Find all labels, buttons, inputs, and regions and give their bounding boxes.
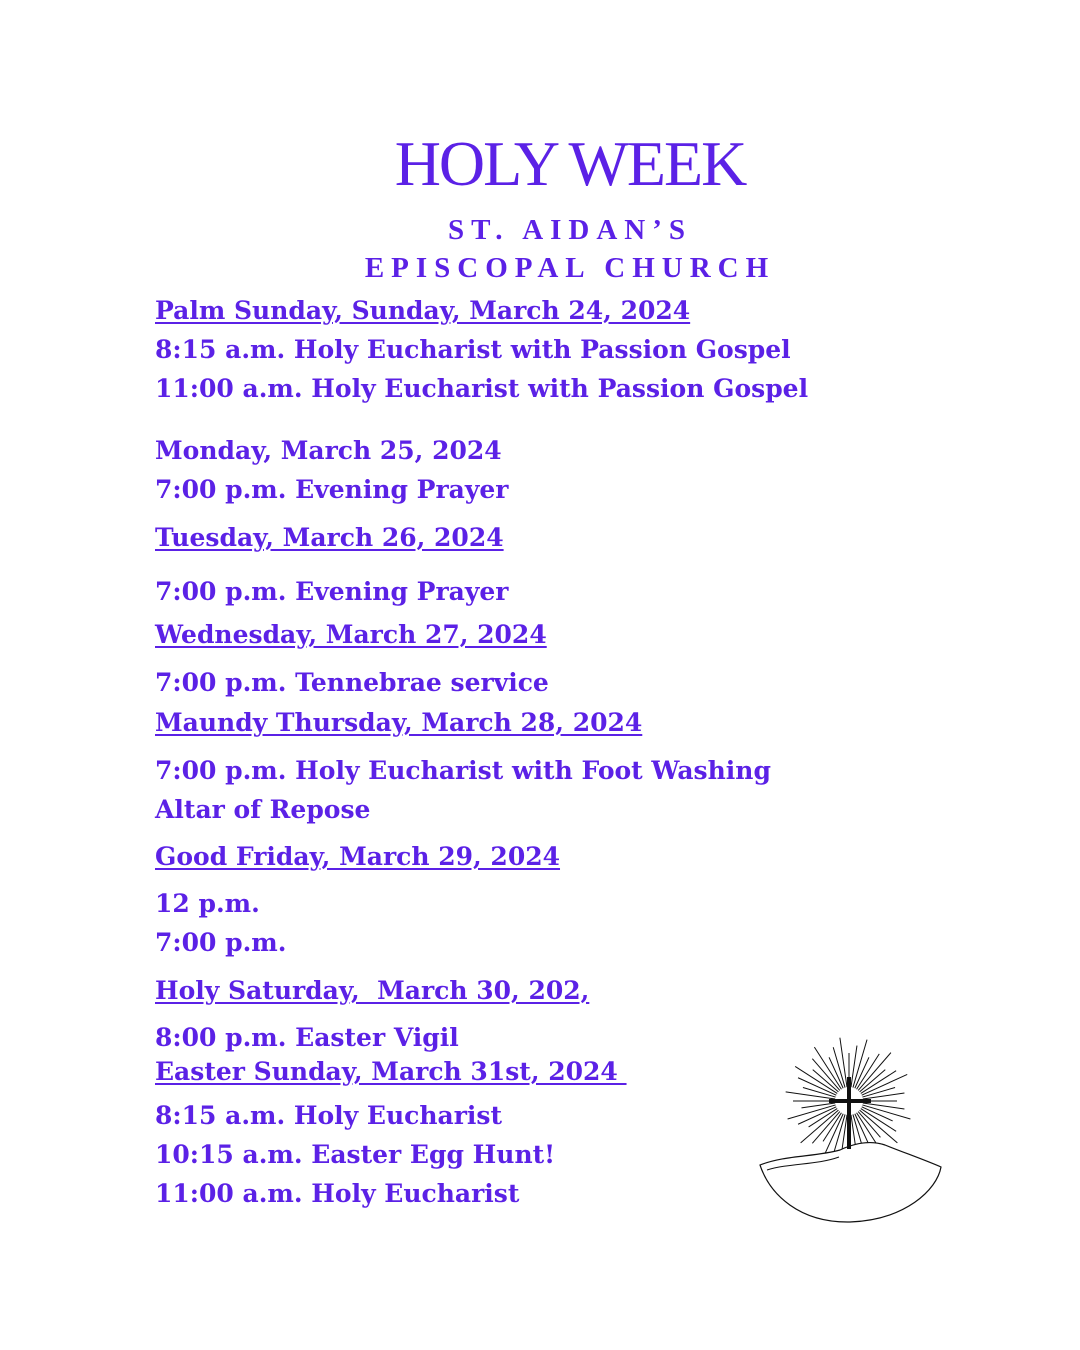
radiance-ray [786, 1092, 835, 1099]
radiance-ray [853, 1040, 867, 1088]
day-heading-palm-sunday: Palm Sunday, Sunday, March 24, 2024 [155, 296, 691, 325]
service-line: 10:15 a.m. Easter Egg Hunt! [155, 1140, 556, 1169]
service-line: 7:00 p.m. [155, 928, 287, 957]
service-line: 8:15 a.m. Holy Eucharist [155, 1101, 503, 1130]
cross-horizontal-beam [829, 1099, 871, 1103]
church-name-line-1: ST. AIDAN’S [447, 214, 693, 246]
service-line: 7:00 p.m. Evening Prayer [155, 577, 509, 606]
service-line: 8:15 a.m. Holy Eucharist with Passion Gospel [155, 335, 791, 364]
service-line: Altar of Repose [155, 795, 371, 824]
radiance-ray [851, 1046, 857, 1088]
service-line: 7:00 p.m. Holy Eucharist with Foot Washing [155, 756, 771, 785]
radiance-ray [862, 1074, 907, 1095]
day-heading-monday: Monday, March 25, 2024 [155, 436, 502, 465]
church-name-line-2: EPISCOPAL CHURCH [364, 252, 776, 284]
service-line: 11:00 a.m. Holy Eucharist with Passion Gospel [155, 374, 809, 403]
radiance-ray [863, 1093, 905, 1099]
radiance-ray [840, 1038, 847, 1087]
hill-shape [760, 1143, 941, 1223]
cross-vertical-beam [847, 1077, 851, 1149]
service-line: 7:00 p.m. Evening Prayer [155, 475, 509, 504]
day-heading-maundy-thursday: Maundy Thursday, March 28, 2024 [155, 708, 643, 737]
radiance-ray [862, 1105, 910, 1119]
day-heading-easter-sunday: Easter Sunday, March 31st, 2024 [155, 1057, 627, 1086]
service-line: 12 p.m. [155, 889, 260, 918]
day-heading-tuesday: Tuesday, March 26, 2024 [155, 523, 504, 552]
day-heading-holy-saturday: Holy Saturday, March 30, 202, [155, 976, 590, 1005]
day-heading-wednesday: Wednesday, March 27, 2024 [155, 620, 547, 649]
service-line: 7:00 p.m. Tennebrae service [155, 668, 549, 697]
radiance-ray [842, 1115, 847, 1149]
service-line: 8:00 p.m. Easter Vigil [155, 1023, 459, 1052]
radiance-ray [801, 1103, 835, 1108]
cross-on-hill-with-radiance-icon [755, 1035, 945, 1225]
service-line: 11:00 a.m. Holy Eucharist [155, 1179, 520, 1208]
radiance-ray [863, 1103, 905, 1109]
page-title: HOLY WEEK [394, 128, 746, 199]
day-heading-good-friday: Good Friday, March 29, 2024 [155, 842, 561, 871]
radiance-ray [788, 1105, 836, 1119]
radiance-ray [833, 1047, 845, 1087]
